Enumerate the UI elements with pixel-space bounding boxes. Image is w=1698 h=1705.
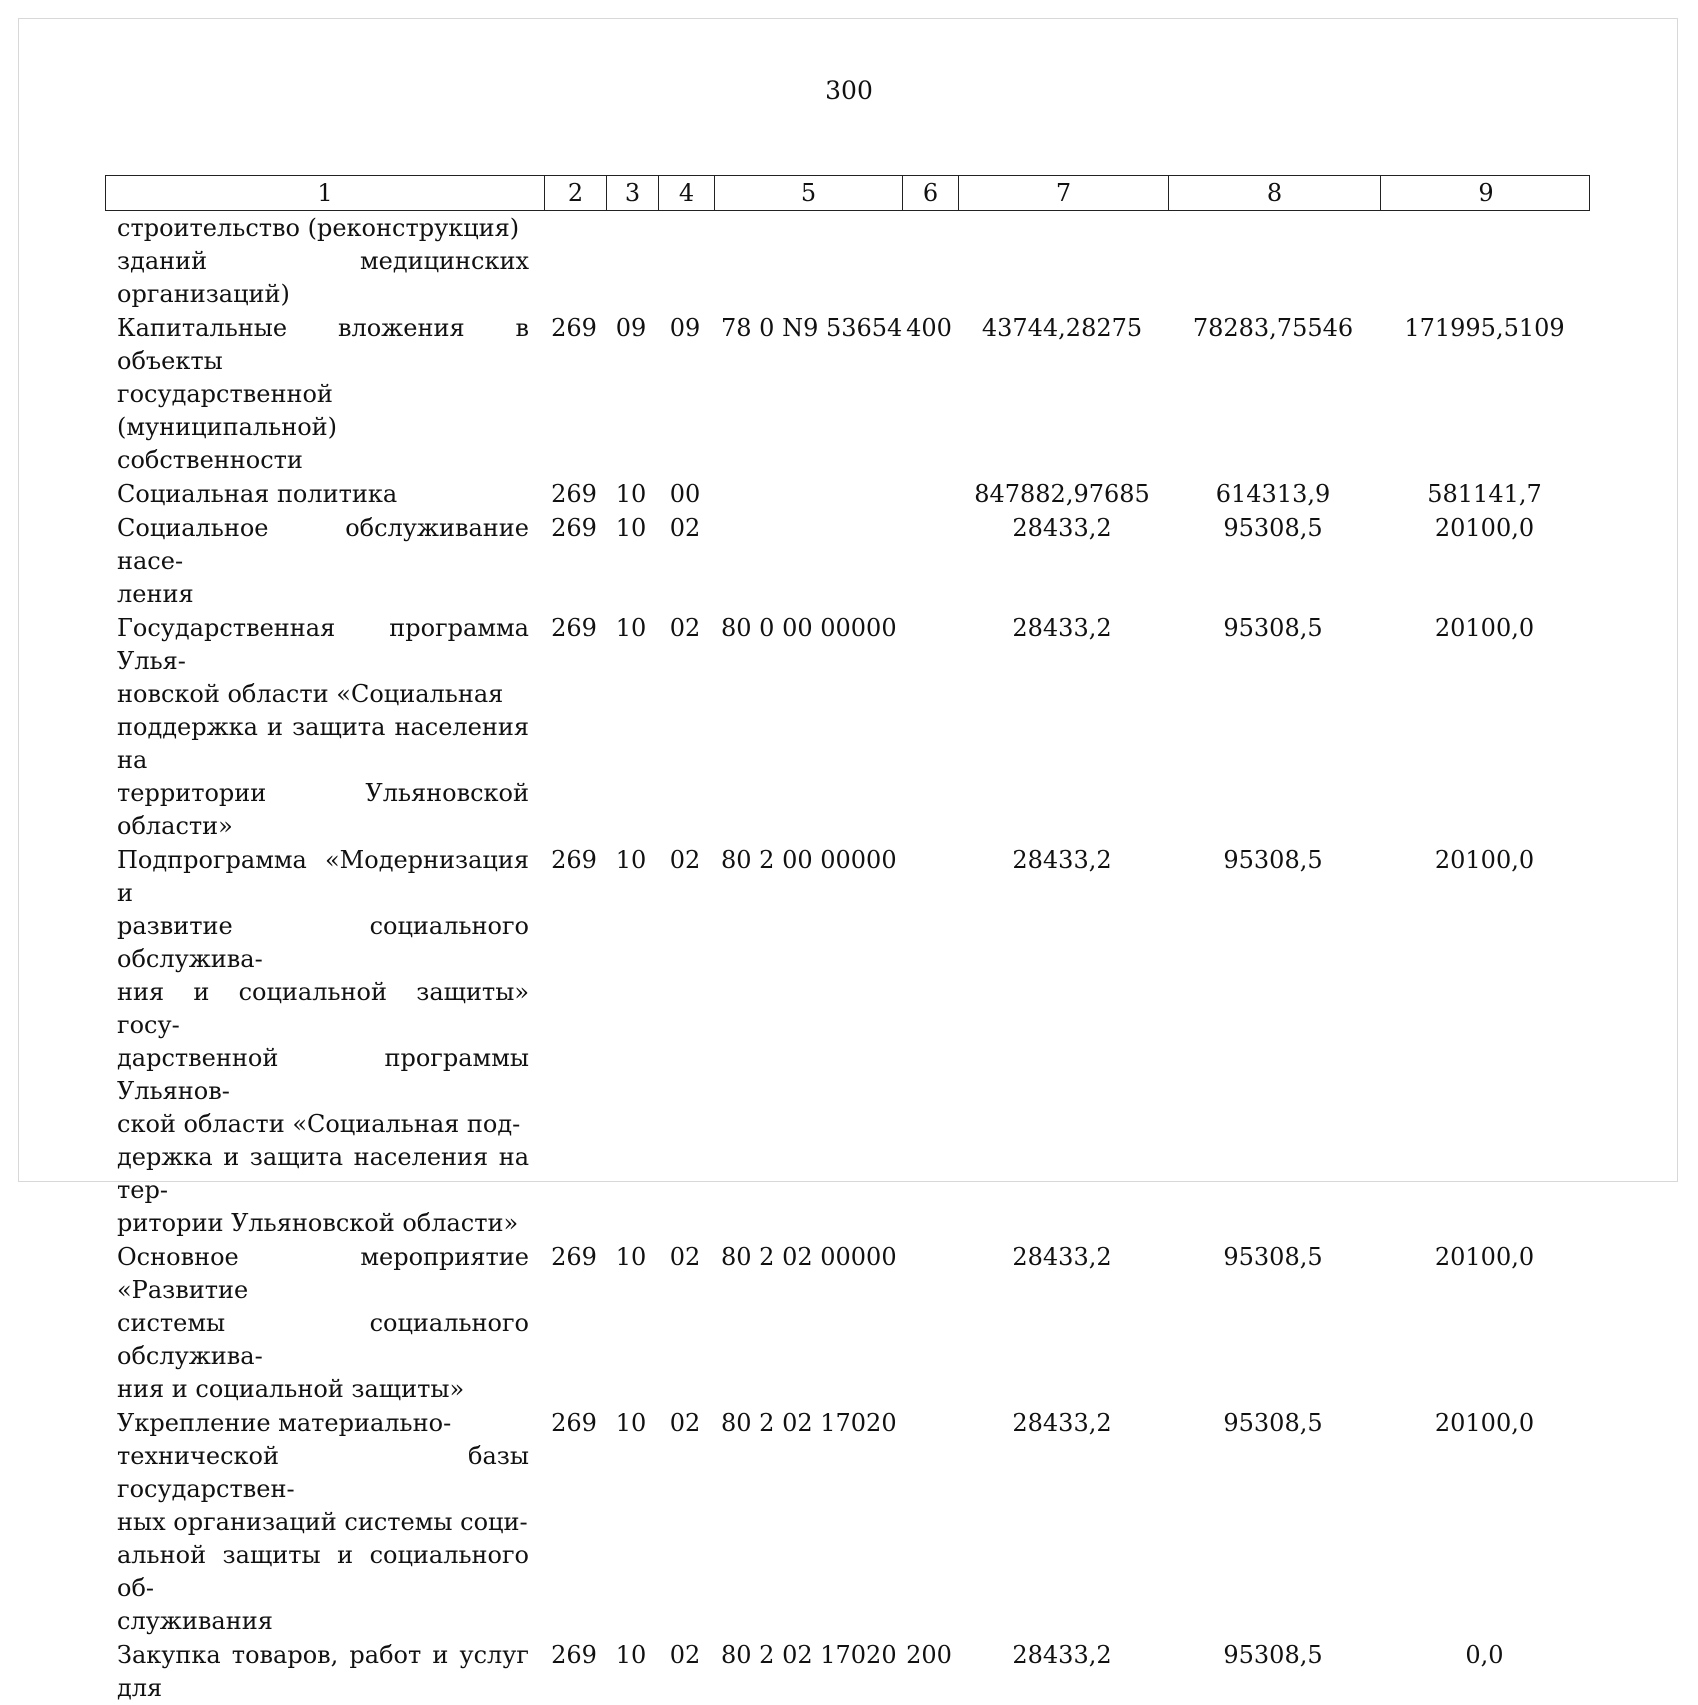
- table-row: [105, 843, 1590, 1240]
- row-value-cell-2: [543, 211, 605, 311]
- row-value-cell-6: [901, 1240, 957, 1406]
- row-value-cell-8: 95308,5: [1223, 614, 1323, 642]
- header-col-7: 7: [958, 176, 1168, 210]
- table-row: [105, 477, 1590, 511]
- table-row: [105, 611, 1590, 843]
- row-value-cell-3: 10: [615, 480, 647, 508]
- row-value-cell-8: 95308,5: [1223, 1409, 1323, 1437]
- row-value-cell-7: [957, 211, 1167, 311]
- row-value-cell-4: [657, 211, 713, 311]
- row-value-cell-2: 269: [551, 846, 597, 874]
- row-value-cell-8: 614313,9: [1215, 480, 1331, 508]
- row-value-cell-7: 847882,97685: [974, 480, 1150, 508]
- header-col-2: 2: [544, 176, 606, 210]
- row-value-cell-4: 02: [669, 846, 701, 874]
- row-value-cell-7: 28433,2: [1012, 1409, 1112, 1437]
- row-value-cell-4: 02: [669, 514, 701, 542]
- row-value-cell-5: [713, 477, 901, 511]
- row-value-cell-2: 269: [551, 480, 597, 508]
- row-value-cell-8: [1167, 211, 1379, 311]
- row-value-cell-5: 80 2 02 00000: [721, 1243, 897, 1271]
- header-col-8: 8: [1168, 176, 1380, 210]
- row-value-cell-9: 20100,0: [1434, 846, 1535, 874]
- row-value-cell-2: 269: [551, 514, 597, 542]
- row-value-cell-4: 02: [669, 1243, 701, 1271]
- row-name-cell: Капитальные вложения в объекты государственной (муниципальной) собственности: [117, 314, 529, 474]
- row-value-cell-9: 581141,7: [1427, 480, 1542, 508]
- row-value-cell-7: 28433,2: [1012, 614, 1112, 642]
- header-col-4: 4: [658, 176, 714, 210]
- row-value-cell-5: [713, 511, 901, 611]
- row-value-cell-4: 09: [669, 314, 701, 342]
- row-value-cell-6: [901, 211, 957, 311]
- row-name-cell: Социальное обслуживание насе- ления: [117, 514, 529, 608]
- row-value-cell-5: 80 0 00 00000: [721, 614, 897, 642]
- row-value-cell-8: 95308,5: [1223, 514, 1323, 542]
- table-body: [105, 211, 1590, 1705]
- row-value-cell-6: [901, 511, 957, 611]
- row-value-cell-7: 28433,2: [1012, 1641, 1112, 1669]
- row-value-cell-3: 10: [615, 846, 647, 874]
- row-value-cell-5: 80 2 00 00000: [721, 846, 897, 874]
- row-value-cell-2: 269: [551, 314, 597, 342]
- row-name-cell: строительство (реконструкция) зданий медицинских организаций): [117, 214, 529, 308]
- table-header: [105, 175, 1590, 211]
- row-value-cell-5: 80 2 02 17020: [721, 1641, 897, 1669]
- row-value-cell-7: 28433,2: [1012, 1243, 1112, 1271]
- row-value-cell-9: 20100,0: [1434, 514, 1535, 542]
- row-value-cell-8: 95308,5: [1223, 846, 1323, 874]
- row-value-cell-2: 269: [551, 1641, 597, 1669]
- row-value-cell-3: 09: [615, 314, 647, 342]
- row-value-cell-6: [901, 611, 957, 843]
- row-value-cell-9: 20100,0: [1434, 614, 1535, 642]
- row-value-cell-7: 43744,28275: [981, 314, 1143, 342]
- row-value-cell-9: 20100,0: [1434, 1409, 1535, 1437]
- header-col-1: 1: [317, 179, 333, 207]
- row-name-cell: Социальная политика: [117, 480, 398, 508]
- row-name-cell: Закупка товаров, работ и услуг для: [117, 1641, 529, 1702]
- row-value-cell-5: [713, 211, 901, 311]
- row-value-cell-9: [1379, 211, 1590, 311]
- row-value-cell-3: 10: [615, 1243, 647, 1271]
- row-value-cell-9: 171995,5109: [1404, 314, 1565, 342]
- row-value-cell-3: 10: [615, 514, 647, 542]
- row-value-cell-2: 269: [551, 1409, 597, 1437]
- row-value-cell-4: 00: [669, 480, 701, 508]
- row-name-cell: Подпрограмма «Модернизация и развитие социального обслужива- ния и социальной защиты» госу- дарственной программы Ульянов- ской области «Социальная под- держка и защита населения на тер- ритории Ульяновской области»: [117, 846, 529, 1237]
- table-row: [105, 1240, 1590, 1406]
- row-value-cell-6: [901, 1406, 957, 1638]
- row-value-cell-9: 0,0: [1465, 1641, 1504, 1669]
- row-value-cell-3: 10: [615, 1641, 647, 1669]
- row-value-cell-2: 269: [551, 1243, 597, 1271]
- row-value-cell-5: 80 2 02 17020: [721, 1409, 897, 1437]
- row-value-cell-3: [605, 211, 657, 311]
- header-col-6: 6: [902, 176, 958, 210]
- page-number: 300: [825, 76, 873, 105]
- row-value-cell-8: 95308,5: [1223, 1641, 1323, 1669]
- row-value-cell-7: 28433,2: [1012, 846, 1112, 874]
- row-value-cell-2: 269: [551, 614, 597, 642]
- budget-table: [105, 175, 1590, 1705]
- row-name-cell: Укрепление материально- технической базы государствен- ных организаций системы соци- альной защиты и социального об- служивания: [117, 1409, 529, 1635]
- table-row: [105, 511, 1590, 611]
- header-col-9: 9: [1380, 176, 1591, 210]
- row-value-cell-8: 78283,75546: [1192, 314, 1354, 342]
- row-value-cell-6: [901, 843, 957, 1240]
- header-col-3: 3: [606, 176, 658, 210]
- table-row: [105, 1638, 1590, 1705]
- row-value-cell-6: 200: [906, 1641, 952, 1669]
- row-name-cell: Основное мероприятие «Развитие системы социального обслужива- ния и социальной защиты»: [117, 1243, 529, 1403]
- table-row: [105, 1406, 1590, 1638]
- row-value-cell-4: 02: [669, 1409, 701, 1437]
- header-col-5: 5: [714, 176, 902, 210]
- table-row: [105, 211, 1590, 311]
- row-value-cell-4: 02: [669, 614, 701, 642]
- row-value-cell-7: 28433,2: [1012, 514, 1112, 542]
- row-value-cell-4: 02: [669, 1641, 701, 1669]
- row-value-cell-5: 78 0 N9 53654: [721, 314, 903, 342]
- row-value-cell-6: [901, 477, 957, 511]
- row-value-cell-3: 10: [615, 1409, 647, 1437]
- row-value-cell-9: 20100,0: [1434, 1243, 1535, 1271]
- row-value-cell-8: 95308,5: [1223, 1243, 1323, 1271]
- table-row: [105, 311, 1590, 477]
- row-name-cell: Государственная программа Улья- новской области «Социальная поддержка и защита населения на территории Ульяновской области»: [117, 614, 529, 840]
- row-value-cell-6: 400: [906, 314, 952, 342]
- row-value-cell-3: 10: [615, 614, 647, 642]
